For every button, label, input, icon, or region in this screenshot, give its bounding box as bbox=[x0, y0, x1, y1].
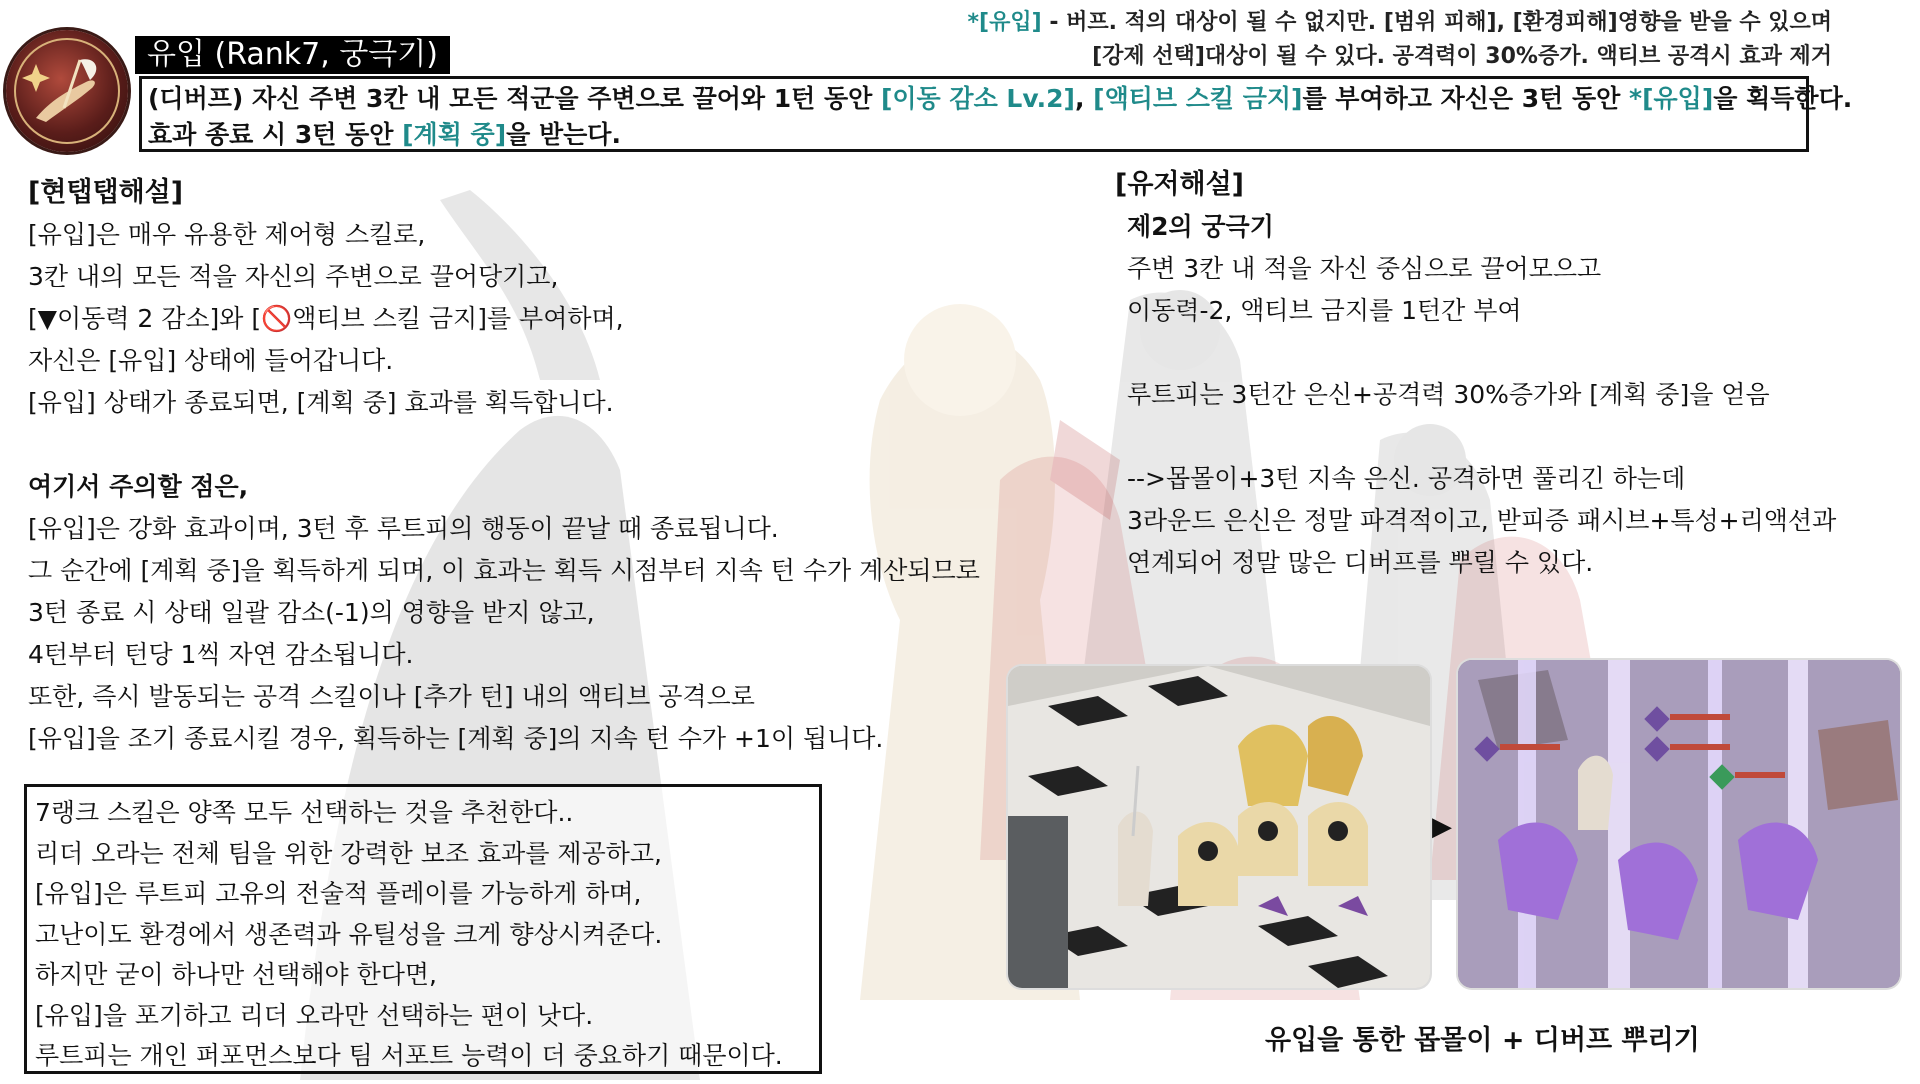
left-p1-line: [유입] 상태가 종료되면, [계획 중] 효과를 획득합니다. bbox=[28, 388, 614, 417]
left-p2-line: [유입]은 강화 효과이며, 3턴 후 루트피의 행동이 끝날 때 종료됩니다. bbox=[28, 514, 779, 543]
left-p1-line: [▼이동력 2 감소]와 [🚫액티브 스킬 금지]를 부여하며, bbox=[28, 304, 624, 333]
keyword-tag: [액티브 스킬 금지] bbox=[1093, 84, 1303, 113]
recommendation-box bbox=[24, 784, 822, 1074]
screenshot-caption: 유입을 통한 몹몰이 + 디버프 뿌리기 bbox=[1265, 1025, 1700, 1056]
left-paragraph-1 bbox=[28, 214, 980, 424]
buff-tag: *[유입] bbox=[967, 10, 1042, 35]
skill-title: 유입 (Rank7, 궁극기) bbox=[135, 36, 450, 74]
right-line: -->몹몰이+3턴 지속 은신. 공격하면 풀리긴 하는데 bbox=[1127, 464, 1686, 493]
right-line: 연계되어 정말 많은 디버프를 뿌릴 수 있다. bbox=[1127, 548, 1594, 577]
user-commentary bbox=[1115, 164, 1836, 584]
recommendation-line: [유입]을 포기하고 리더 오라만 선택하는 편이 낫다. bbox=[35, 1000, 594, 1030]
left-p1-line: 3칸 내의 모든 적을 자신의 주변으로 끌어당기고, bbox=[28, 262, 559, 291]
developer-commentary bbox=[28, 172, 980, 760]
left-p2-line: 4턴부터 턴당 1씩 자연 감소됩니다. bbox=[28, 640, 414, 669]
recommendation-line: 고난이도 환경에서 생존력과 유틸성을 크게 향상시켜준다. bbox=[35, 919, 663, 949]
left-p2-line: 그 순간에 [계획 중]을 획득하게 되며, 이 효과는 획득 시점부터 지속 턴 수가 계산되므로 bbox=[28, 556, 980, 585]
keyword-tag: [계획 중] bbox=[402, 120, 507, 149]
transition-arrow-icon: ▶ bbox=[1432, 812, 1452, 842]
caution-heading: 여기서 주의할 점은, bbox=[28, 472, 249, 501]
right-line: 이동력-2, 액티브 금지를 1턴간 부여 bbox=[1127, 296, 1522, 325]
left-p1-line: [유입]은 매우 유용한 제어형 스킬로, bbox=[28, 220, 426, 249]
right-subheading: 제2의 궁극기 bbox=[1127, 212, 1274, 241]
skill-desc-line-1: (디버프) 자신 주변 3칸 내 모든 적군을 주변으로 끌어와 1턴 동안 [이동 감소 Lv.2], [액티브 스킬 금지]를 부여하고 자신은 3턴 동안 *[유입]을 획득한다. bbox=[148, 84, 1853, 113]
buff-description bbox=[852, 6, 1832, 74]
gameplay-screenshot-after bbox=[1458, 660, 1900, 988]
recommendation-line: 7랭크 스킬은 양쪽 모두 선택하는 것을 추천한다.. bbox=[35, 798, 574, 827]
left-p1-line: 자신은 [유입] 상태에 들어갑니다. bbox=[28, 346, 394, 375]
skill-desc-line-2: 효과 종료 시 3턴 동안 [계획 중]을 받는다. bbox=[148, 120, 621, 149]
buff-line-2: [강제 선택]대상이 될 수 있다. 공격력이 30%증가. 액티브 공격시 효과 제거 bbox=[1092, 44, 1832, 69]
buff-line-1-text: - 버프. 적의 대상이 될 수 없지만. [범위 피해], [환경피해]영향을 받을 수 있으며 bbox=[1049, 10, 1832, 35]
gameplay-screenshot-before bbox=[1008, 666, 1430, 988]
recommendation-line: 하지만 굳이 하나만 선택해야 한다면, bbox=[35, 960, 437, 989]
spacer bbox=[1115, 332, 1836, 374]
right-line: 루트피는 3턴간 은신+공격력 30%증가와 [계획 중]을 얻음 bbox=[1127, 380, 1770, 409]
keyword-tag: *[유입] bbox=[1629, 84, 1714, 113]
right-line: 3라운드 은신은 정말 파격적이고, 받피증 패시브+특성+리액션과 bbox=[1127, 506, 1837, 535]
keyword-tag: [이동 감소 Lv.2] bbox=[880, 84, 1075, 113]
recommendation-line: 리더 오라는 전체 팀을 위한 강력한 보조 효과를 제공하고, bbox=[35, 838, 662, 868]
recommendation-line: 루트피는 개인 퍼포먼스보다 팀 서포트 능력이 더 중요하기 때문이다. bbox=[35, 1041, 783, 1070]
skill-icon bbox=[6, 30, 128, 152]
skill-description-box bbox=[139, 76, 1853, 152]
left-p2-line: 또한, 즉시 발동되는 공격 스킬이나 [추가 턴] 내의 액티브 공격으로 bbox=[28, 682, 755, 711]
spacer bbox=[28, 424, 980, 466]
left-p2-line: [유입]을 조기 종료시킬 경우, 획득하는 [계획 중]의 지속 턴 수가 +1이 됩니다. bbox=[28, 724, 884, 753]
left-paragraph-2 bbox=[28, 508, 980, 760]
right-line: 주변 3칸 내 적을 자신 중심으로 끌어모으고 bbox=[1127, 254, 1602, 283]
spacer bbox=[1115, 416, 1836, 458]
left-p2-line: 3턴 종료 시 상태 일괄 감소(-1)의 영향을 받지 않고, bbox=[28, 598, 595, 627]
right-heading: [유저해설] bbox=[1115, 169, 1245, 200]
buff-line-1 bbox=[852, 6, 1832, 40]
left-heading: [현탭탭해설] bbox=[28, 177, 184, 208]
recommendation-line: [유입]은 루트피 고유의 전술적 플레이를 가능하게 하며, bbox=[35, 879, 642, 908]
